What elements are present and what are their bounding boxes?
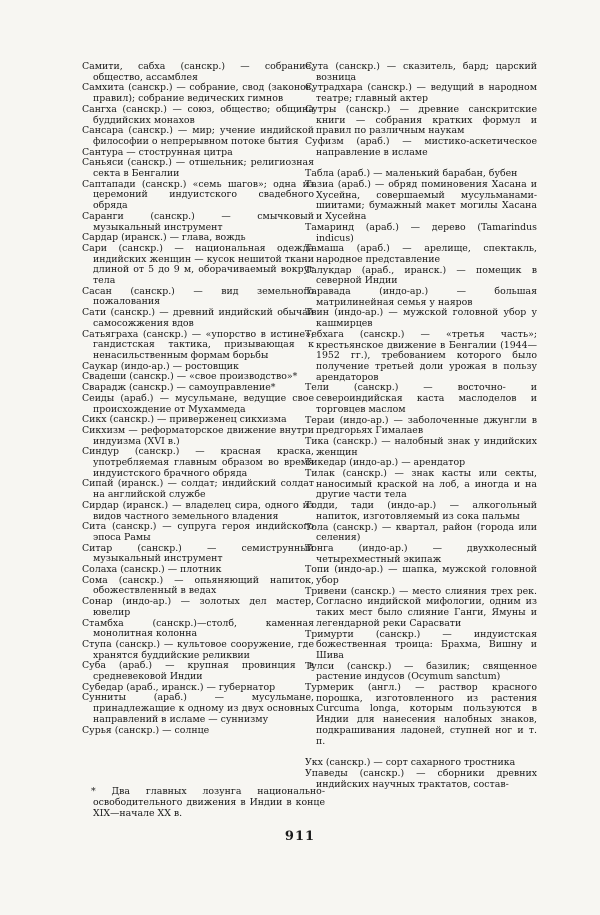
- glossary-entry: Свадеши (санскр.) — «свое производство»*: [82, 371, 298, 383]
- glossary-entry: Стамбха (санскр.)—столб, каменная монолитная колонна: [82, 617, 314, 640]
- glossary-entry: Сардар (иранск.) — глава, вождь: [82, 232, 246, 244]
- glossary-entry: Свaрадж (санскр.) — самоуправление*: [82, 382, 276, 394]
- glossary-entry: Сеиды (араб.) — мусульмане, ведущие свое происхождение от Мухаммеда: [82, 392, 314, 415]
- glossary-entry: Тамаринд (араб.) — дерево (Tamarindus indicus): [305, 221, 537, 244]
- glossary-entry: Саранги (санскр.) — смычковый музыкальный инструмент: [82, 210, 314, 233]
- glossary-entry: Сунниты (араб.) — мусульмане, принадлежащие к одному из двух основных направлений в исламе — суннизму: [82, 692, 314, 725]
- glossary-entry: Сипай (иранск.) — солдат; индийский солдат на английской службе: [82, 478, 314, 501]
- glossary-entry: Сома (санскр.) — опьяняющий напиток, обожествленный в ведах: [82, 574, 314, 597]
- glossary-entry: Тели (санскр.) — восточно- и североиндийская каста маслоделов и торговцев маслом: [305, 382, 537, 415]
- glossary-entry: Сикхизм — реформаторское движение внутри индуизма (XVI в.): [82, 424, 314, 447]
- glossary-entry: Сасан (санскр.) — вид земельного пожалования: [82, 285, 314, 308]
- glossary-entry: Тодди, тади (индо-ар.) — алкогольный напиток, изготовляемый из сока пальмы: [305, 500, 537, 522]
- glossary-entry: Тикедар (индо-ар.) — арендатор: [305, 457, 466, 469]
- glossary-entry: Таравада (индо-ар.) — большая матрилинейная семья у наяров: [305, 286, 537, 308]
- glossary-entry: Топи (индо-ар.) — шапка, мужской головной убор: [305, 564, 537, 587]
- glossary-entry: Талукдар (араб., иранск.) — помещик в северной Индии: [305, 264, 537, 287]
- glossary-entry: Синдур (санскр.) — красная краска, употребляемая главным образом во время индуистского брачного обряда: [82, 446, 314, 479]
- glossary-entry: Тонга (индо-ар.) — двухколесный четырехместный экипаж: [305, 542, 537, 565]
- page-number: 911: [284, 829, 316, 844]
- glossary-entry: Суфизм (араб.) — мистико-аскетическое направление в исламе: [305, 135, 537, 158]
- glossary-entry: Солаха (санскр.) — плотник: [82, 564, 222, 576]
- glossary-entry: Твин (индо-ар.) — мужской головной убор у кашмирцев: [305, 307, 537, 330]
- glossary-entry: Тола (санскр.) — квартал, район (города или селения): [305, 521, 537, 544]
- glossary-entry: Сикх (санскр.) — приверженец сикхизма: [82, 414, 287, 426]
- glossary-entry: Тривени (санскр.) — место слияния трех рек. Согласно индийской мифологии, одним из таких мест было слияние Ганги, Ямуны и легендарной реки Сарасвати: [305, 585, 537, 629]
- glossary-entry: Суба (араб.) — крупная провинция в средневековой Индии: [82, 660, 314, 683]
- glossary-entry: Тераи (индо-ар.) — заболоченные джунгли в предгорьях Гималаев: [305, 414, 537, 437]
- glossary-entry: Субедар (араб., иранск.) — губернатор: [82, 681, 276, 693]
- footnote: * Два главных лозунга национально-освободительного движения в Индии в конце XIX—начале XX в.: [91, 786, 325, 819]
- glossary-entry: Тика (санскр.) — налобный знак у индийских женщин: [305, 435, 537, 458]
- glossary-entry: Саньяси (санскр.) — отшельник; религиозная секта в Бенгалии: [82, 157, 314, 180]
- glossary-entry: Сита (санскр.) — супруга героя индийского эпоса Рамы: [82, 521, 314, 543]
- glossary-entry: Сангха (санскр.) — союз, общество; община буддийских монахов: [82, 103, 314, 126]
- glossary-entry: Упаведы (санскр.) — сборники древних индийских научных трактатов, состав-: [305, 768, 537, 790]
- glossary-entry: Сантура — стострунная цитра: [82, 146, 233, 158]
- glossary-entry: Тулси (санскр.) — базилик; священное растение индусов (Ocymum sanctum): [305, 660, 537, 683]
- glossary-entry: Сари (санскр.) — национальная одежда индийских женщин — кусок нешитой ткани длиной от 5 до 9 м, оборачиваемый вокруг тела: [82, 242, 314, 287]
- glossary-entry: Тилак (санскр.) — знак касты или секты, наносимый краской на лоб, а иногда и на другие части тела: [305, 468, 537, 501]
- glossary-entry: Тебхага (санскр.) — «третья часть»; крестьянское движение в Бенгалии (1944—1952 гг.), требованием которого было получение третьей доли урожая в пользу арендаторов: [305, 328, 537, 383]
- glossary-entry: Сута (санскр.) — сказитель, бард; царский возница: [305, 61, 537, 83]
- left-column: [82, 62, 314, 736]
- glossary-entry: Тамаша (араб.) — арелище, спектакль, народное представление: [305, 243, 537, 265]
- glossary-entry: Самхита (санскр.) — собрание, свод (законов, правил); собрание ведических гимнов: [82, 82, 314, 105]
- right-column: [305, 62, 537, 790]
- glossary-entry: Сутры (санскр.) — древние санскритские книги — собрания кратких формул и правил по различным наукам: [305, 103, 537, 137]
- glossary-entry: Сутрадхара (санскр.) — ведущий в народном театре; главный актер: [305, 82, 537, 105]
- glossary-entry: Сати (санскр.) — древний индийский обычай самосожжения вдов: [82, 307, 314, 329]
- glossary-entry: Ситар (санскр.) — семиструнный музыкальный инструмент: [82, 542, 314, 565]
- glossary-entry: Турмерик (англ.) — раствор красного порошка, изготовленного из растения Curcuma longa, которым пользуются в Индии для нанесения налобных знаков, подкрашивания ладоней, ступней ног и т. п.: [305, 682, 537, 747]
- glossary-entry: Ступа (санскр.) — культовое сооружение, где хранятся буддийские реликвии: [82, 638, 314, 661]
- glossary-entry: Сатьяграха (санскр.) — «упорство в истине»; гандистская тактика, призывающая к ненасильственным формам борьбы: [82, 328, 314, 361]
- glossary-entry: Самити, сабха (санскр.) — собрание, общество, ассамблея: [82, 61, 314, 83]
- glossary-entry: Укх (санскр.) — сорт сахарного тростника: [305, 757, 516, 769]
- glossary-entry: Сансара (санскр.) — мир; учение индийской философии о непрерывном потоке бытия: [82, 125, 314, 147]
- glossary-entry: Сурья (санскр.) — солнце: [82, 724, 210, 736]
- glossary-entry: Саукар (индо-ар.) — ростовщик: [82, 360, 239, 372]
- glossary-entry: Саптапади (санскр.) «семь шагов»; одна из церемоний индуистского свадебного обряда: [82, 178, 314, 212]
- glossary-entry: Тазиа (араб.) — обряд поминовения Хасана и Хусейна, совершаемый мусульманами-шиитами; бумажный макет могилы Хасана и Хусейна: [305, 179, 537, 223]
- glossary-entry: Сирдар (иранск.) — владелец сира, одного из видов частного земельного владения: [82, 499, 314, 522]
- glossary-entry: Сонар (индо-ар.) — золотых дел мастер, ювелир: [82, 596, 314, 618]
- glossary-entry: Табла (араб.) — маленький барабан, бубен: [305, 168, 518, 180]
- glossary-entry: Тримурти (санскр.) — индуистская божественная троица: Брахма, Вишну и Шива: [305, 628, 537, 661]
